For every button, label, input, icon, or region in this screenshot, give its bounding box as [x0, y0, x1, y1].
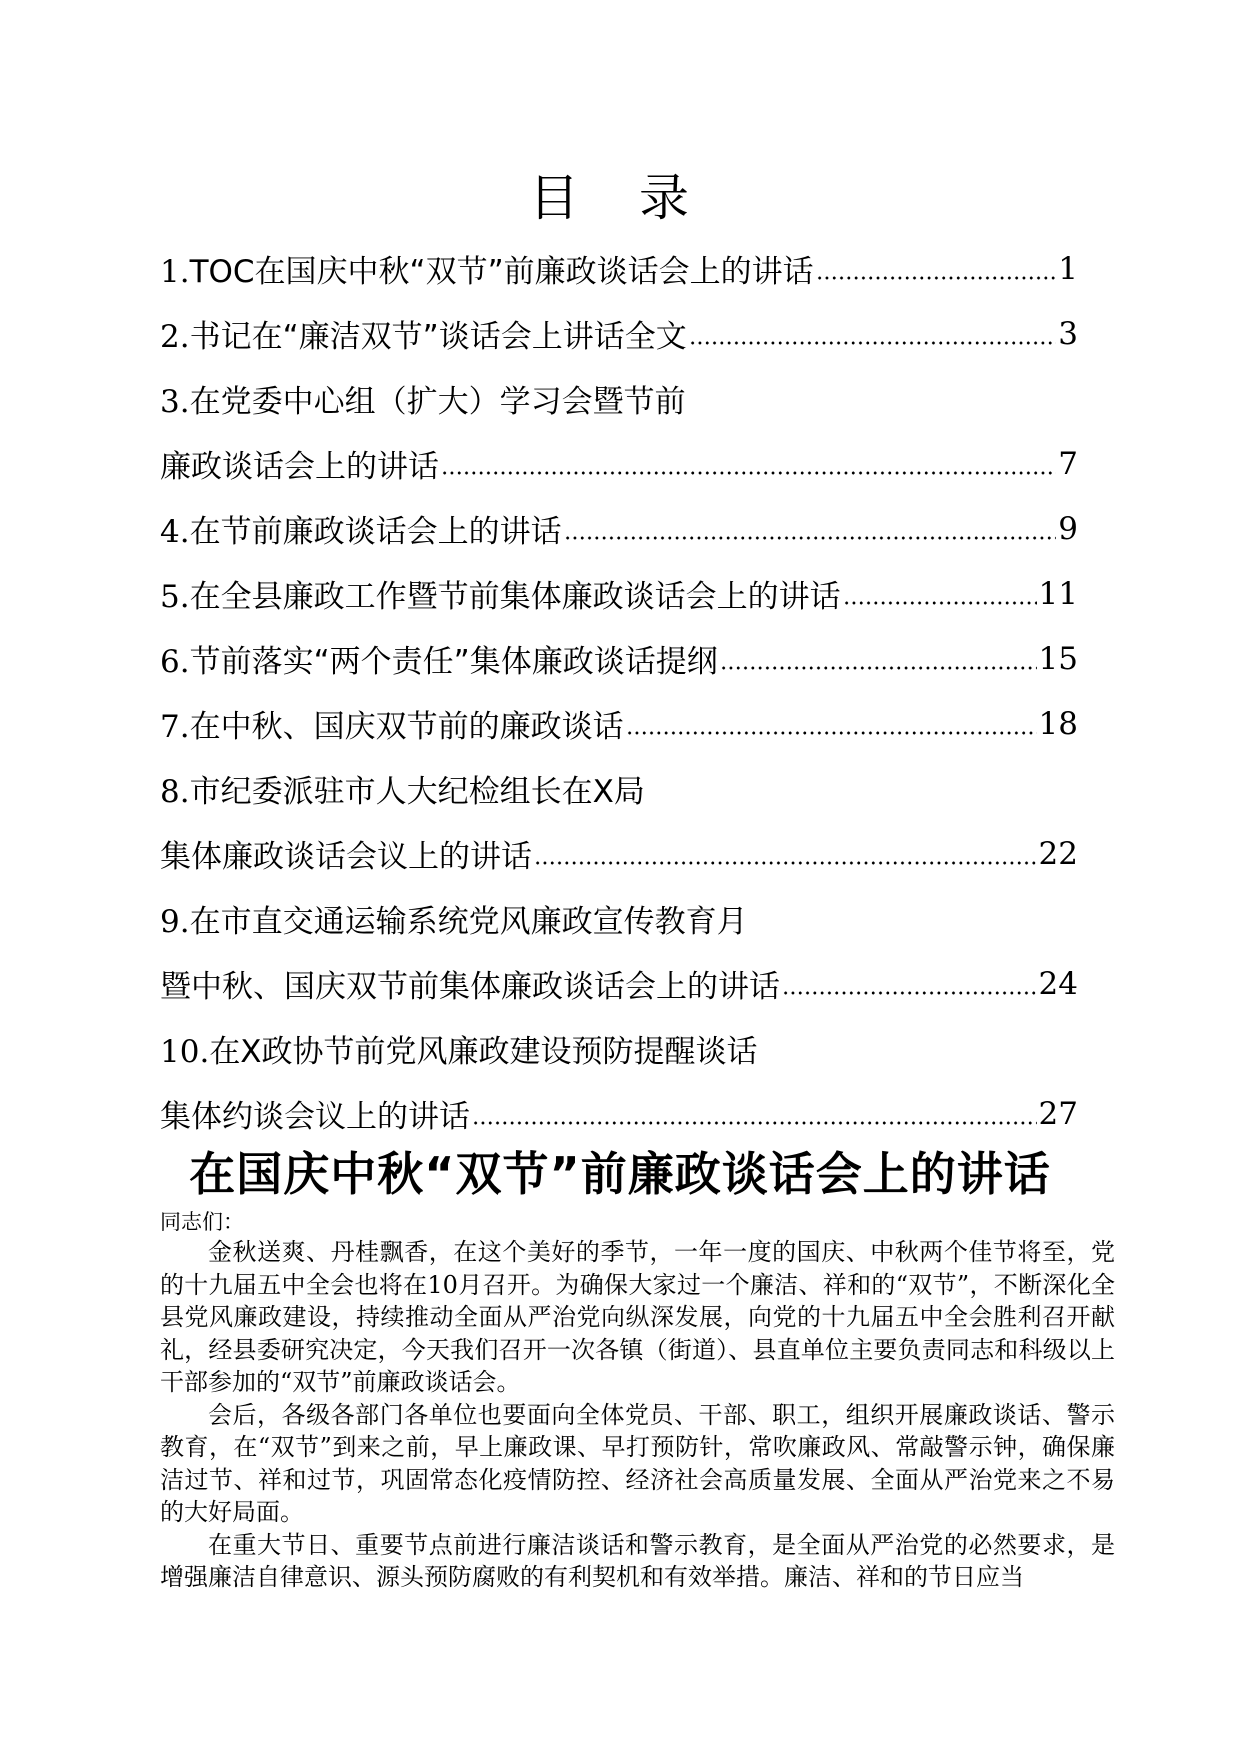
- toc-entry-title: 5.在全县廉政工作暨节前集体廉政谈话会上的讲话: [160, 579, 841, 615]
- toc-entry-title: 10.在X政协节前党风廉政建设预防提醒谈话: [160, 1034, 758, 1070]
- table-of-contents: [160, 236, 1078, 1146]
- toc-entry[interactable]: [160, 561, 1078, 626]
- toc-leader-dots: [689, 339, 1057, 347]
- toc-leader-dots: [843, 599, 1037, 607]
- toc-entry-title: 9.在市直交通运输系统党风廉政宣传教育月: [160, 904, 748, 940]
- toc-entry[interactable]: [160, 756, 1078, 821]
- toc-leader-dots: [720, 664, 1037, 672]
- body-paragraph: 会后，各级各部门各单位也要面向全体党员、干部、职工，组织开展廉政谈话、警示教育，在“双节”到来之前，早上廉政课、早打预防针，常吹廉政风、常敲警示钟，确保廉洁过节、祥和过节，巩固常态化疫情防控、经济社会高质量发展、全面从严治党来之不易的大好局面。: [160, 1400, 1115, 1526]
- toc-entry-continuation[interactable]: [160, 821, 1078, 886]
- toc-leader-dots: [534, 859, 1037, 867]
- toc-entry-title: 3.在党委中心组（扩大）学习会暨节前: [160, 384, 686, 420]
- toc-entry-continuation[interactable]: [160, 1081, 1078, 1146]
- toc-leader-dots: [564, 534, 1057, 542]
- toc-leader-dots: [816, 274, 1057, 282]
- toc-entry-title-cont: 廉政谈话会上的讲话: [160, 449, 439, 485]
- toc-page-number: 15: [1038, 640, 1078, 677]
- toc-page-number: 1: [1058, 250, 1078, 287]
- toc-entry-title: 6.节前落实“两个责任”集体廉政谈话提纲: [160, 644, 718, 680]
- toc-entry-title: 2.书记在“廉洁双节”谈话会上讲话全文: [160, 319, 687, 355]
- toc-leader-dots: [441, 469, 1056, 477]
- toc-entry-title: 8.市纪委派驻市人大纪检组长在X局: [160, 774, 645, 810]
- toc-leader-dots: [626, 729, 1037, 737]
- salutation: 同志们：: [160, 1210, 244, 1234]
- body-paragraph: 在重大节日、重要节点前进行廉洁谈话和警示教育，是全面从严治党的必然要求，是增强廉洁自律意识、源头预防腐败的有利契机和有效举措。廉洁、祥和的节日应当: [160, 1530, 1115, 1591]
- toc-page-number: 11: [1038, 575, 1078, 612]
- toc-entry-continuation[interactable]: [160, 431, 1078, 496]
- toc-entry[interactable]: [160, 236, 1078, 301]
- toc-page-number: 3: [1058, 315, 1078, 352]
- toc-entry[interactable]: [160, 496, 1078, 561]
- article-body: [160, 1236, 1115, 1594]
- toc-entry-title: 4.在节前廉政谈话会上的讲话: [160, 514, 562, 550]
- toc-leader-dots: [472, 1119, 1037, 1127]
- article-title: 在国庆中秋“双节”前廉政谈话会上的讲话: [189, 1147, 1051, 1201]
- toc-entry[interactable]: [160, 691, 1078, 756]
- toc-entry[interactable]: [160, 366, 1078, 431]
- toc-page-number: 24: [1038, 965, 1078, 1002]
- toc-entry-title-cont: 暨中秋、国庆双节前集体廉政谈话会上的讲话: [160, 969, 780, 1005]
- toc-entry-title: 7.在中秋、国庆双节前的廉政谈话: [160, 709, 624, 745]
- toc-page-number: 27: [1038, 1095, 1078, 1132]
- toc-page-number: 22: [1038, 835, 1078, 872]
- toc-entry[interactable]: [160, 886, 1078, 951]
- body-paragraph: 金秋送爽、丹桂飘香，在这个美好的季节，一年一度的国庆、中秋两个佳节将至，党的十九届五中全会也将在10月召开。为确保大家过一个廉洁、祥和的“双节”，不断深化全县党风廉政建设，持续推动全面从严治党向纵深发展，向党的十九届五中全会胜利召开献礼，经县委研究决定，今天我们召开一次各镇（街道）、县直单位主要负责同志和科级以上干部参加的“双节”前廉政谈话会。: [160, 1238, 1115, 1396]
- toc-leader-dots: [782, 989, 1037, 997]
- toc-entry-title-cont: 集体约谈会议上的讲话: [160, 1099, 470, 1135]
- toc-entry-continuation[interactable]: [160, 951, 1078, 1016]
- toc-entry[interactable]: [160, 626, 1078, 691]
- toc-page-number: 9: [1058, 510, 1078, 547]
- toc-title: 目 录: [529, 169, 711, 227]
- toc-entry-title-cont: 集体廉政谈话会议上的讲话: [160, 839, 532, 875]
- toc-entry[interactable]: [160, 1016, 1078, 1081]
- toc-entry-title: 1.TOC在国庆中秋“双节”前廉政谈话会上的讲话: [160, 254, 814, 290]
- toc-page-number: 18: [1038, 705, 1078, 742]
- toc-page-number: 7: [1058, 445, 1078, 482]
- toc-entry[interactable]: [160, 301, 1078, 366]
